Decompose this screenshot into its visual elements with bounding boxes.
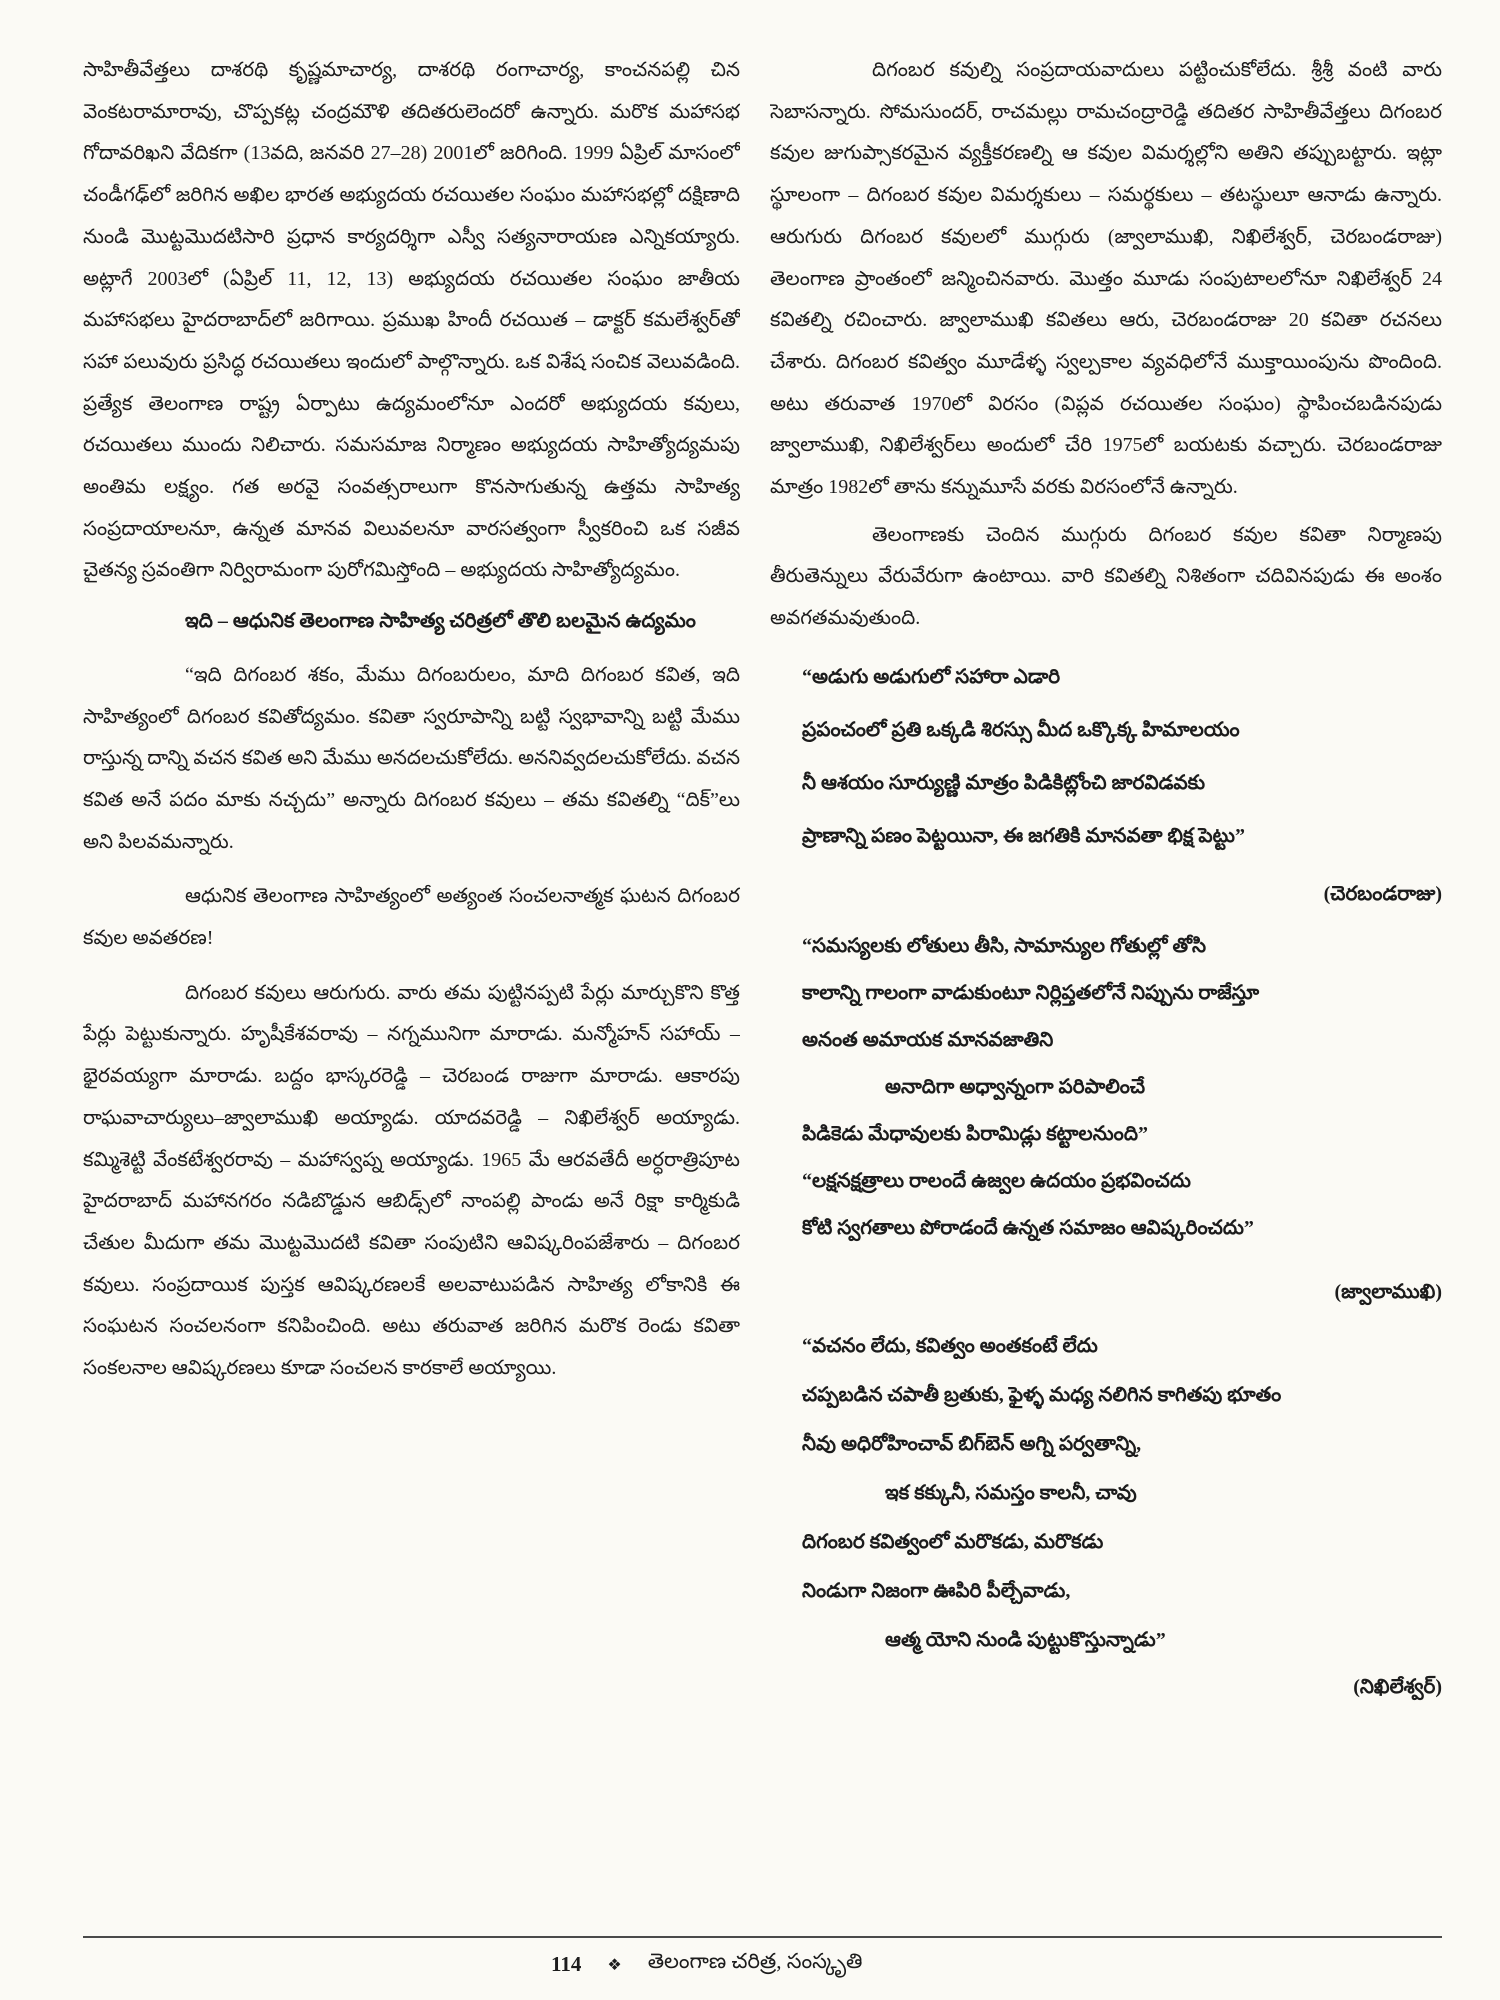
poem-line: ప్రాణాన్ని పణం పెట్టయినా, ఈ జగతికి మానవతా భిక్ష పెట్టు” [802,824,1245,847]
body-paragraph: దిగంబర కవుల్ని సంప్రదాయవాదులు పట్టించుకోలేదు. శ్రీశ్రీ వంటి వారు సెబాసన్నారు. సోమసుందర్, రాచమల్లు రామచంద్రారెడ్డి తదితర సాహితీవేత్తలు దిగంబర కవుల జుగుప్సాకరమైన వ్యక్తీకరణల్ని ఆ కవుల విమర్శల్లోని అతిని తప్పుబట్టారు. ఇట్లా స్థూలంగా – దిగంబర కవుల విమర్శకులు – సమర్థకులు – తటస్థులూ ఆనాడు ఉన్నారు. ఆరుగురు దిగంబర కవులలో ముగ్గురు (జ్వాలాముఖి, నిఖిలేశ్వర్, చెరబండరాజు) తెలంగాణ ప్రాంతంలో జన్మించినవారు. మొత్తం మూడు సంపుటాలలోనూ నిఖిలేశ్వర్ 24 కవితల్ని రచించారు. జ్వాలాముఖి కవితలు ఆరు, చెరబండరాజు 20 కవితా రచనలు చేశారు. దిగంబర కవిత్వం మూడేళ్ళ స్వల్పకాల వ్యవధిలోనే ముక్తాయింపును పొందింది. అటు తరువాత 1970లో విరసం (విప్లవ రచయితల సంఘం) స్థాపించబడినపుడు జ్వాలాముఖి, నిఖిలేశ్వర్‌లు అందులో చేరి 1975లో బయటకు వచ్చారు. చెరబండరాజు మాత్రం 1982లో తాను కన్నుమూసే వరకు విరసంలోనే ఉన్నారు. [770,59,1442,499]
poem-line: దిగంబర కవిత్వంలో మరొకడు, మరొకడు [802,1530,1104,1553]
right-column [770,50,1442,1930]
body-paragraph: తెలంగాణకు చెందిన ముగ్గురు దిగంబర కవుల కవితా నిర్మాణపు తీరుతెన్నులు వేరువేరుగా ఉంటాయి. వారి కవితల్ని నిశితంగా చదివినపుడు ఈ అంశం అవగతమవుతుంది. [770,523,1442,630]
poem-line: ప్రపంచంలో ప్రతి ఒక్కడి శిరస్సు మీద ఒక్కొక్క హిమాలయం [802,718,1240,741]
footer-ornament-icon: ❖ [607,1954,622,1974]
poem-attribution: (జ్వాలాముఖి) [1334,1280,1442,1303]
poem-line: “వచనం లేదు, కవిత్వం అంతకంటే లేదు [802,1334,1098,1357]
poem-line: “అడుగు అడుగులో సహారా ఎడారి [802,665,1061,688]
poem-line: నిండుగా నిజంగా ఊపిరి పీల్చేవాడు, [802,1579,1071,1602]
footer-rule [83,1936,1442,1938]
body-paragraph: సాహితీవేత్తలు దాశరథి కృష్ణమాచార్య, దాశరథి రంగాచార్య, కాంచనపల్లి చిన వెంకటరామారావు, చొప్పకట్ల చంద్రమౌళి తదితరులెందరో ఉన్నారు. మరొక మహాసభ గోదావరిఖని వేదికగా (13వది, జనవరి 27–28) 2001లో జరిగింది. 1999 ఏప్రిల్ మాసంలో చండీగఢ్‌లో జరిగిన అఖిల భారత అభ్యుదయ రచయితల సంఘం మహాసభల్లో దక్షిణాది నుండి మొట్టమొదటిసారి ప్రధాన కార్యదర్శిగా ఎస్వీ సత్యనారాయణ ఎన్నికయ్యారు. అట్లాగే 2003లో (ఏప్రిల్ 11, 12, 13) అభ్యుదయ రచయితల సంఘం జాతీయ మహాసభలు హైదరాబాద్‌లో జరిగాయి. ప్రముఖ హిందీ రచయిత – డాక్టర్ కమలేశ్వర్‌తో సహా పలువురు ప్రసిద్ధ రచయితలు ఇందులో పాల్గొన్నారు. ఒక విశేష సంచిక వెలువడింది. ప్రత్యేక తెలంగాణ రాష్ట్ర ఏర్పాటు ఉద్యమంలోనూ ఎందరో అభ్యుదయ కవులు, రచయితలు ముందు నిలిచారు. సమసమాజ నిర్మాణం అభ్యుదయ సాహిత్యోద్యమపు అంతిమ లక్ష్యం. గత అరవై సంవత్సరాలుగా కొనసాగుతున్న ఉత్తమ సాహిత్య సంప్రదాయాలనూ, ఉన్నత మానవ విలువలనూ వారసత్వంగా స్వీకరించి ఒక సజీవ చైతన్య స్రవంతిగా నిర్విరామంగా పురోగమిస్తోంది – అభ్యుదయ సాహిత్యోద్యమం. [83,59,740,582]
section-heading: ఇది – ఆధునిక తెలంగాణ సాహిత్య చరిత్రలో తొలి బలమైన ఉద్యమం [185,610,696,633]
poem-line: ఇక కక్కునీ, సమస్తం కాలనీ, చావు [885,1481,1137,1504]
poem-line: కాలాన్ని గాలంగా వాడుకుంటూ నిర్లిప్తతలోనే నిప్పును రాజేస్తూ [802,981,1260,1004]
page-number: 114 [551,1951,582,1976]
page-footer [551,1944,862,1984]
poem-line: అనాదిగా అధ్వాన్నంగా పరిపాలించే [885,1075,1146,1098]
body-paragraph: ఆధునిక తెలంగాణ సాహిత్యంలో అత్యంత సంచలనాత్మక ఘటన దిగంబర కవుల అవతరణ! [83,885,740,950]
poem-excerpt [770,923,1442,1252]
poem-line: కోటి స్వగతాలు పోరాడందే ఉన్నత సమాజం ఆవిష్కరించదు” [802,1216,1254,1239]
poem-line: “లక్షనక్షత్రాలు రాలందే ఉజ్వల ఉదయం ప్రభవించదు [802,1169,1191,1192]
poem-line: పిడికెడు మేధావులకు పిరామిడ్లు కట్టాలనుంది” [802,1122,1148,1145]
poem-line: నీ ఆశయం సూర్యుణ్ణి మాత్రం పిడికిట్లోంచి జారవిడవకు [802,771,1205,794]
poem-line: చప్పబడిన చపాతీ బ్రతుకు, ఫైళ్ళ మధ్య నలిగిన కాగితపు భూతం [802,1383,1282,1406]
poem-line: “సమస్యలకు లోతులు తీసి, సామాన్యుల గోతుల్లో తోసి [802,934,1207,957]
poem-line: నీవు అధిరోహించావ్ బిగ్‌బెన్ అగ్ని పర్వతాన్ని, [802,1432,1142,1455]
quote-paragraph: “ఇది దిగంబర శకం, మేము దిగంబరులం, మాది దిగంబర కవిత, ఇది సాహిత్యంలో దిగంబర కవితోద్యమం. కవితా స్వరూపాన్ని బట్టి స్వభావాన్ని బట్టి మేము రాస్తున్న దాన్ని వచన కవిత అని మేము అనదలచుకోలేదు. అననివ్వదలచుకోలేదు. వచన కవిత అనే పదం మాకు నచ్చదు” అన్నారు దిగంబర కవులు – తమ కవితల్ని “దిక్”లు అని పిలవమన్నారు. [83,663,740,853]
poem-attribution: (చెరబండరాజు) [1323,882,1442,905]
book-title: తెలంగాణ చరిత్ర, సంస్కృతి [647,1949,863,1973]
poem-attribution: (నిఖిలేశ్వర్) [1353,1675,1442,1698]
poem-excerpt [770,1322,1442,1665]
poem-line: అనంత అమాయక మానవజాతిని [802,1028,1054,1051]
left-column [83,50,740,1930]
poem-line: ఆత్మ యోని నుండి పుట్టుకొస్తున్నాడు” [885,1628,1166,1651]
poem-excerpt [770,651,1442,863]
body-paragraph: దిగంబర కవులు ఆరుగురు. వారు తమ పుట్టినప్పటి పేర్లు మార్చుకొని కొత్త పేర్లు పెట్టుకున్నారు. హృషీకేశవరావు – నగ్నమునిగా మారాడు. మన్మోహన్ సహాయ్ – భైరవయ్యగా మారాడు. బద్దం భాస్కరరెడ్డి – చెరబండ రాజుగా మారాడు. ఆకారపు రాఘవాచార్యులు–జ్వాలాముఖి అయ్యాడు. యాదవరెడ్డి – నిఖిలేశ్వర్ అయ్యాడు. కమ్మిశెట్టి వేంకటేశ్వరరావు – మహాస్వప్న అయ్యాడు. 1965 మే ఆరవతేదీ అర్ధరాత్రిపూట హైదరాబాద్ మహానగరం నడిబొడ్డున ఆబిడ్స్‌లో నాంపల్లి పాండు అనే రిక్షా కార్మికుడి చేతుల మీదుగా తమ మొట్టమొదటి కవితా సంపుటిని ఆవిష్కరింపజేశారు – దిగంబర కవులు. సంప్రదాయిక పుస్తక ఆవిష్కరణలకే అలవాటుపడిన సాహిత్య లోకానికి ఈ సంఘటన సంచలనంగా కనిపించింది. అటు తరువాత జరిగిన మరొక రెండు కవితా సంకలనాల ఆవిష్కరణలు కూడా సంచలన కారకాలే అయ్యాయి. [83,981,740,1380]
